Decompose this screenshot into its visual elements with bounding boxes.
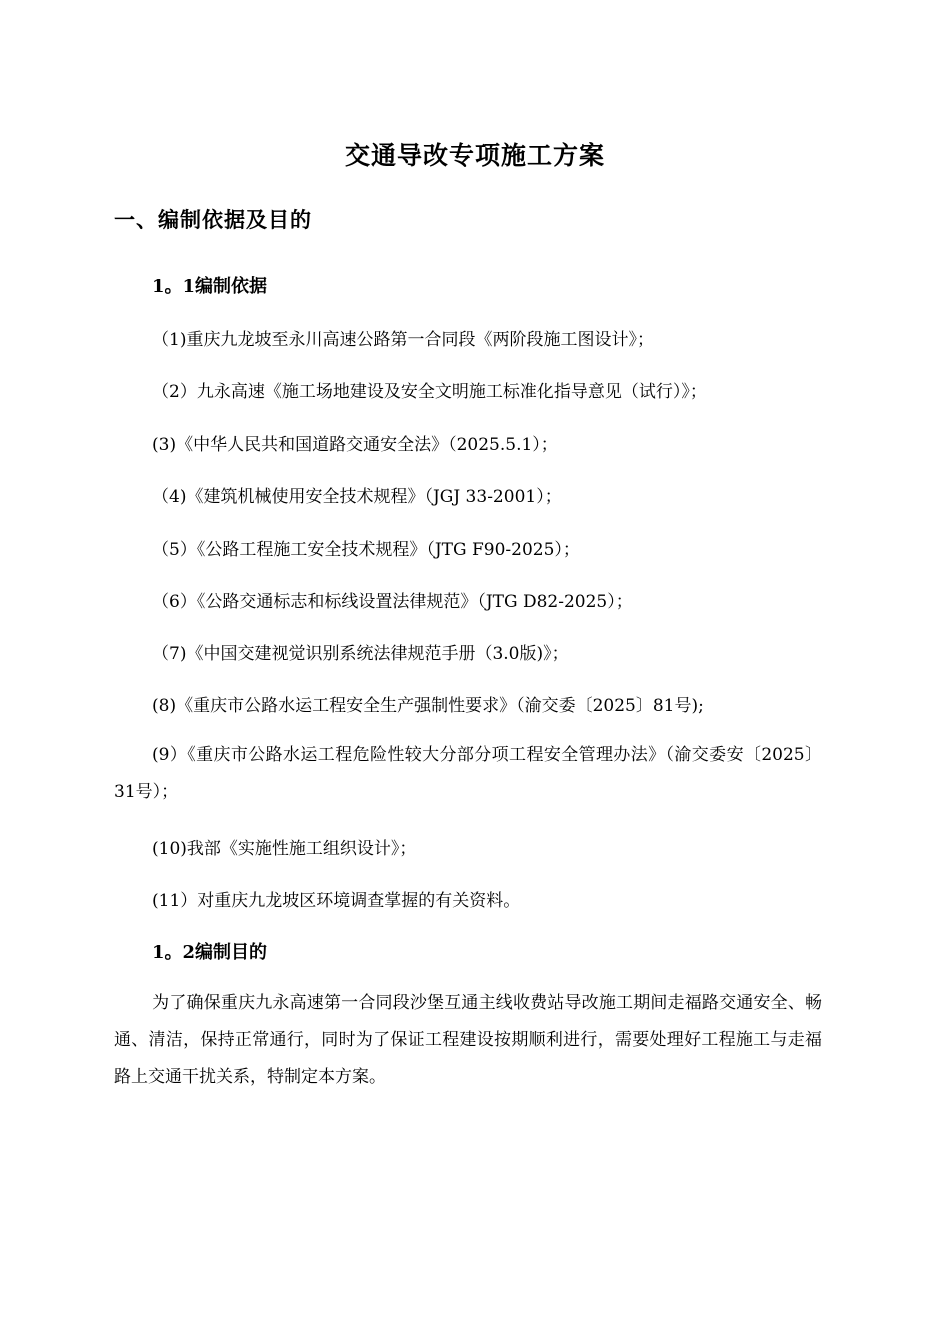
basis-item-9-text: (9）《重庆市公路水运工程危险性较大分部分项工程安全管理办法》（渝交委安〔2025〕31号）；: [114, 745, 822, 802]
basis-item-10: (10)我部《实施性施工组织设计》；: [152, 839, 417, 859]
section-heading: 一、编制依据及目的: [114, 207, 312, 232]
basis-item-8: (8)《重庆市公路水运工程安全生产强制性要求》（渝交委〔2025〕81号);: [152, 696, 704, 716]
basis-item-2: （2）九永高速《施工场地建设及安全文明施工标准化指导意见（试行）》；: [152, 382, 707, 402]
basis-item-1: （1)重庆九龙坡至永川高速公路第一合同段《两阶段施工图设计》；: [152, 330, 654, 350]
basis-item-5: （5）《公路工程施工安全技术规程》（JTG F90-2025）；: [152, 540, 580, 560]
purpose-paragraph: [114, 985, 822, 1096]
purpose-text: 为了确保重庆九永高速第一合同段沙堡互通主线收费站导改施工期间走福路交通安全、畅通、清洁，保持正常通行，同时为了保证工程建设按期顺利进行，需要处理好工程施工与走福路上交通干扰关系，特制定本方案。: [114, 993, 822, 1087]
document-title: 交通导改专项施工方案: [344, 141, 605, 170]
basis-item-3: (3)《中华人民共和国道路交通安全法》（2025.5.1）；: [152, 435, 558, 455]
subsection-heading-basis: 1。1编制依据: [152, 276, 268, 297]
subsection-heading-purpose: 1。2编制目的: [152, 942, 268, 963]
basis-item-9: [114, 737, 822, 811]
basis-item-11: (11）对重庆九龙坡区环境调查掌握的有关资料。: [152, 891, 521, 911]
basis-item-4: （4)《建筑机械使用安全技术规程》（JGJ 33-2001）；: [152, 487, 562, 507]
basis-item-7: （7)《中国交建视觉识别系统法律规范手册（3.0版)》；: [152, 644, 569, 664]
basis-item-6: （6）《公路交通标志和标线设置法律规范》（JTG D82-2025）；: [152, 592, 633, 612]
